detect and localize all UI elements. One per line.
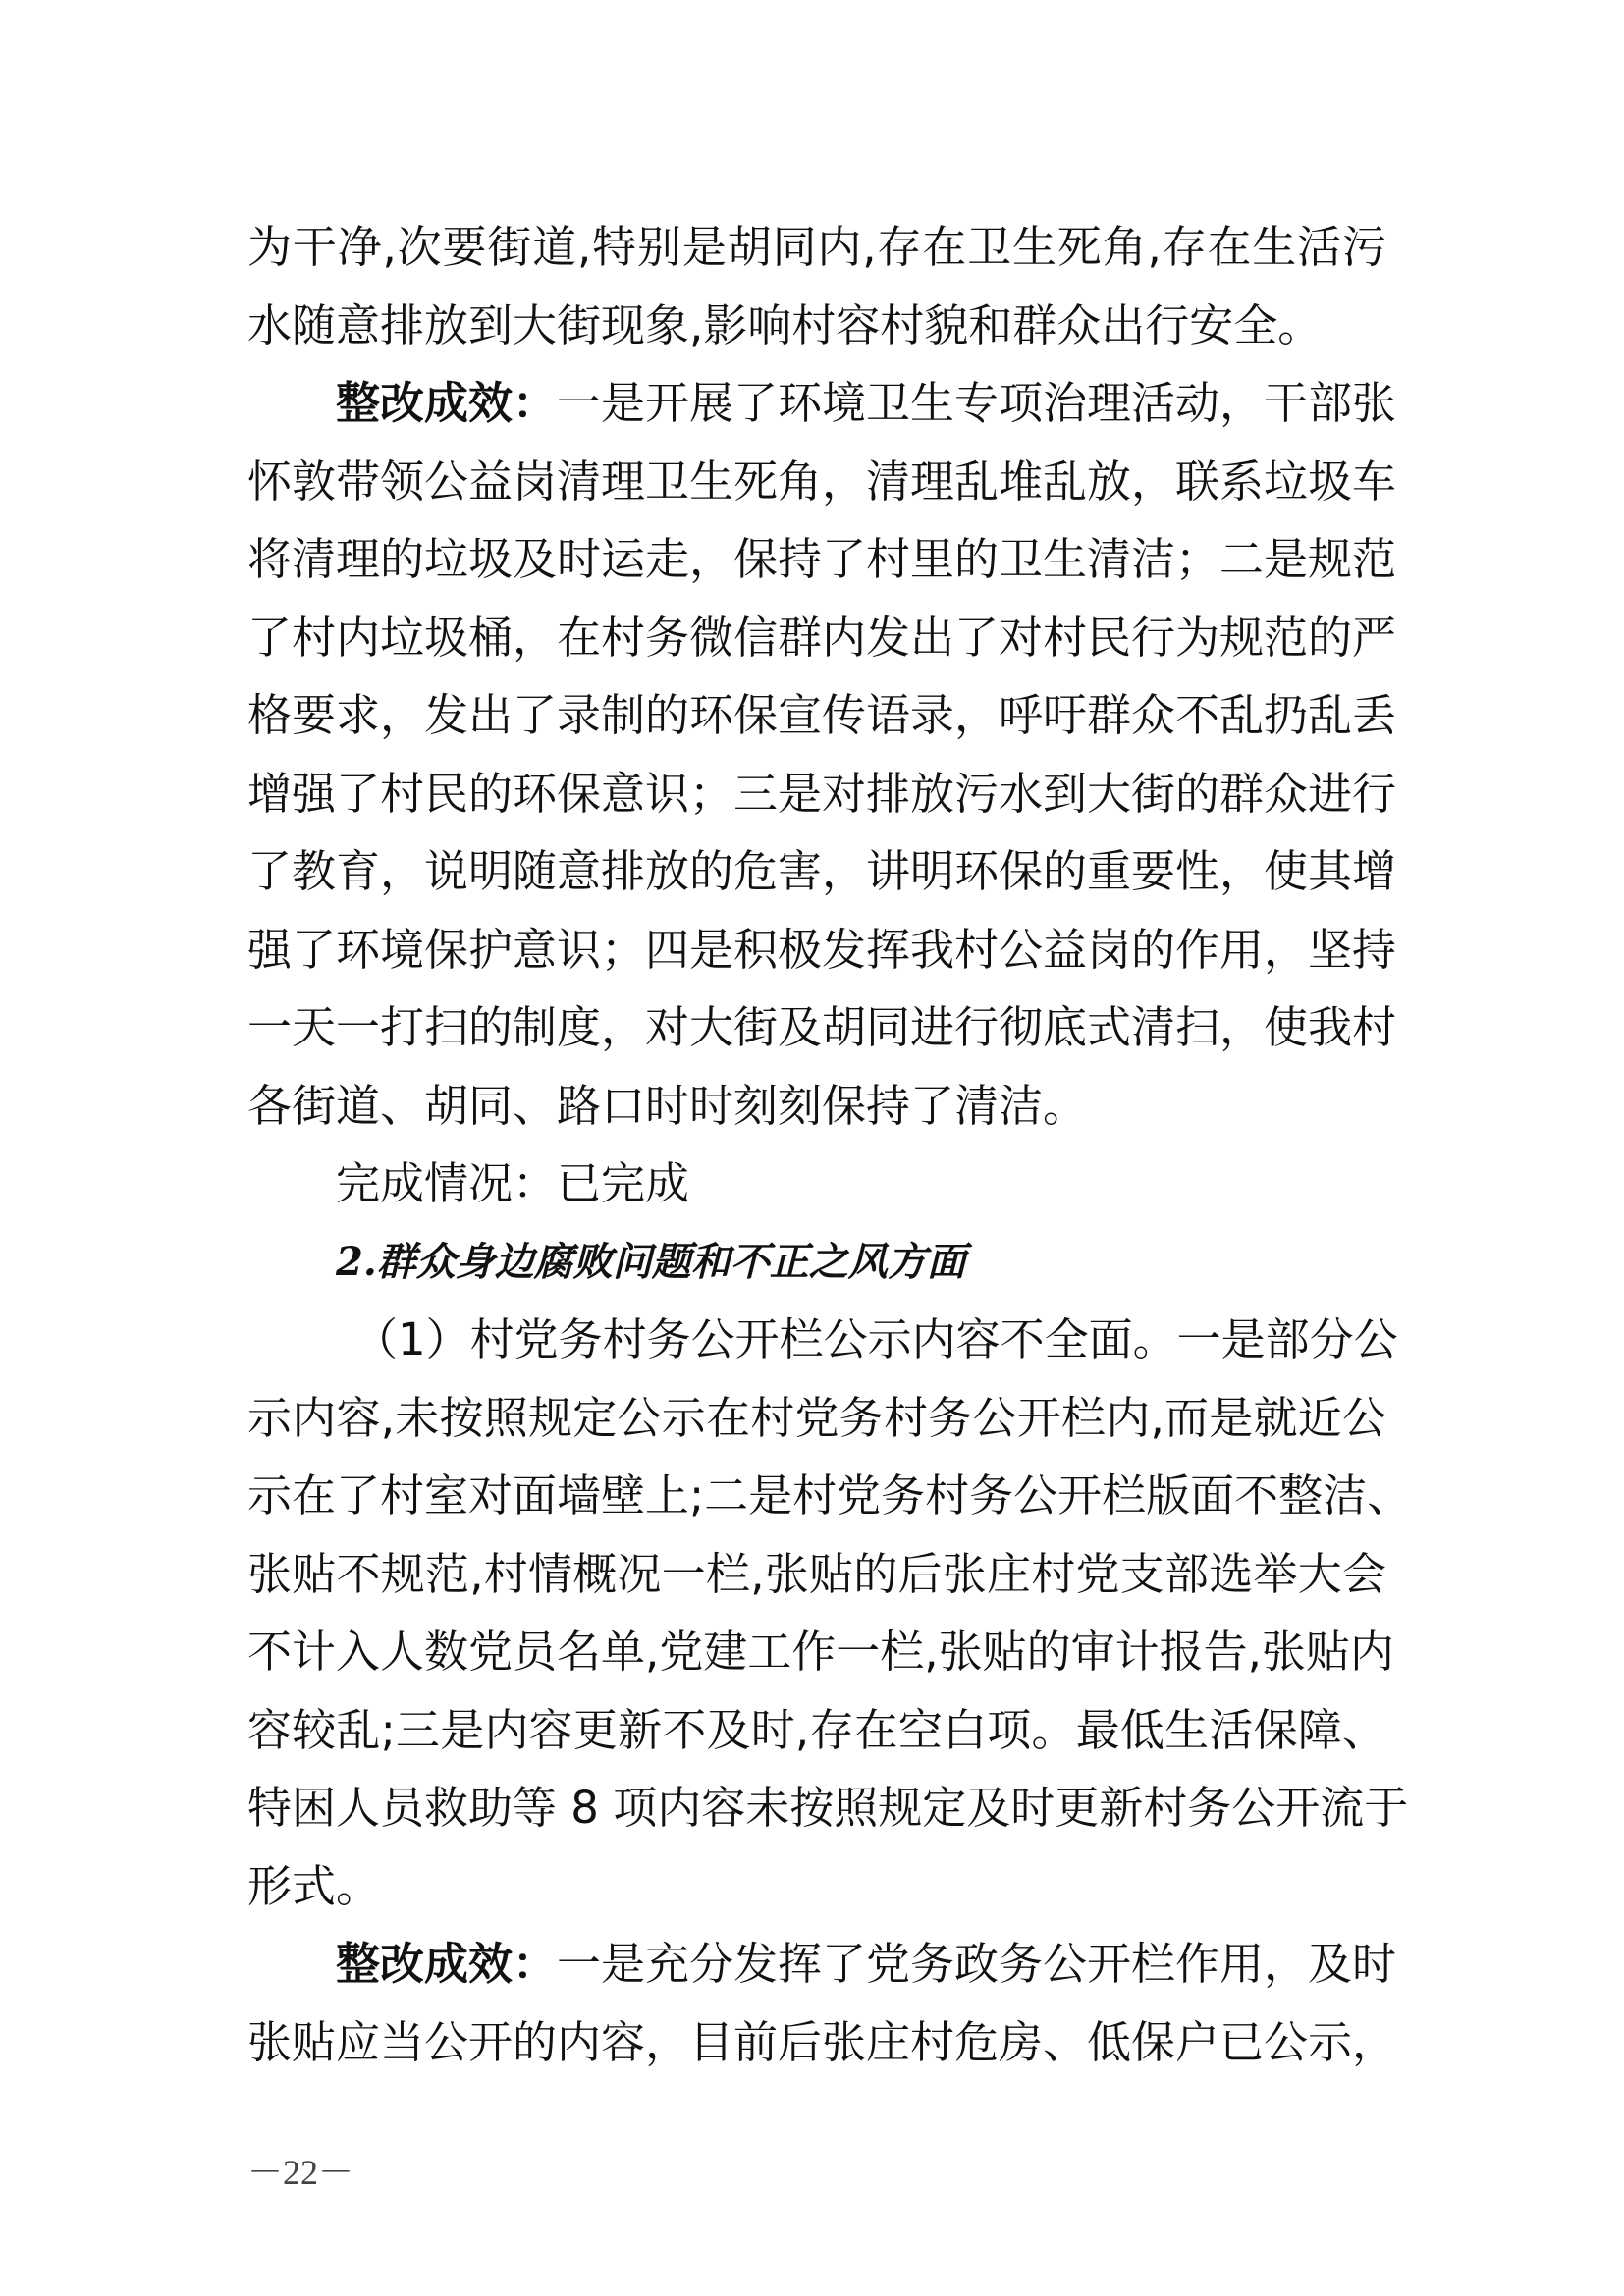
issue-1-line: 张贴不规范,村情概况一栏,张贴的后张庄村党支部选举大会 xyxy=(247,1547,1386,1600)
rectification-1-line: 各街道、胡同、路口时时刻刻保持了清洁。 xyxy=(247,1079,1088,1132)
rectification-1-line: 了村内垃圾桶，在村务微信群内发出了对村民行为规范的严 xyxy=(247,611,1397,664)
rectification-2-first-text: 一是充分发挥了党务政务公开栏作用，及时 xyxy=(557,1938,1397,1990)
rectification-1-line: 格要求，发出了录制的环保宣传语录，呼吁群众不乱扔乱丢 xyxy=(247,689,1397,741)
rectification-1-line: 强了环境保护意识；四是积极发挥我村公益岗的作用，坚持 xyxy=(247,923,1397,976)
rectification-2-first-line xyxy=(247,1925,1397,2003)
rectification-1-first-text: 一是开展了环境卫生专项治理活动，干部张 xyxy=(557,377,1397,429)
intro-line-2: 水随意排放到大街现象,影响村容村貌和群众出行安全。 xyxy=(247,298,1323,351)
rectification-1-line: 一天一打扫的制度，对大街及胡同进行彻底式清扫，使我村 xyxy=(247,1001,1397,1053)
issue-1-line: 形式。 xyxy=(247,1859,381,1912)
issue-1-line: 不计入人数党员名单,党建工作一栏,张贴的审计报告,张贴内 xyxy=(247,1626,1394,1678)
section-heading: 2.群众身边腐败问题和不正之风方面 xyxy=(336,1238,966,1285)
issue-1-line: 容较乱;三是内容更新不及时,存在空白项。最低生活保障、 xyxy=(247,1703,1386,1756)
issue-1-line: （1）村党务村务公开栏公示内容不全面。一是部分公 xyxy=(353,1313,1398,1365)
rectification-2-line: 张贴应当公开的内容，目前后张庄村危房、低保户已公示， xyxy=(247,2015,1397,2068)
rectification-1-line: 增强了村民的环保意识；三是对排放污水到大街的群众进行 xyxy=(247,767,1397,820)
document-body xyxy=(247,208,1412,2081)
rectification-1-line: 将清理的垃圾及时运走，保持了村里的卫生清洁；二是规范 xyxy=(247,533,1397,585)
issue-1-line: 特困人员救助等 8 项内容未按照规定及时更新村务公开流于 xyxy=(247,1782,1409,1834)
intro-line-1: 为干净,次要街道,特别是胡同内,存在卫生死角,存在生活污 xyxy=(247,221,1386,273)
page-number: －22－ xyxy=(247,2153,354,2192)
rectification-2-label: 整改成效： xyxy=(336,1938,558,1990)
rectification-1-label: 整改成效： xyxy=(336,377,558,429)
completion-status: 完成情况：已完成 xyxy=(336,1157,690,1209)
issue-1-line: 示在了村室对面墙壁上;二是村党务村务公开栏版面不整洁、 xyxy=(247,1469,1412,1522)
issue-1-line: 示内容,未按照规定公示在村党务村务公开栏内,而是就近公 xyxy=(247,1391,1386,1444)
rectification-1-first-line xyxy=(247,364,1397,443)
rectification-1-line: 怀敦带领公益岗清理卫生死角，清理乱堆乱放，联系垃圾车 xyxy=(247,454,1397,507)
rectification-1-line: 了教育，说明随意排放的危害，讲明环保的重要性，使其增 xyxy=(247,845,1397,897)
